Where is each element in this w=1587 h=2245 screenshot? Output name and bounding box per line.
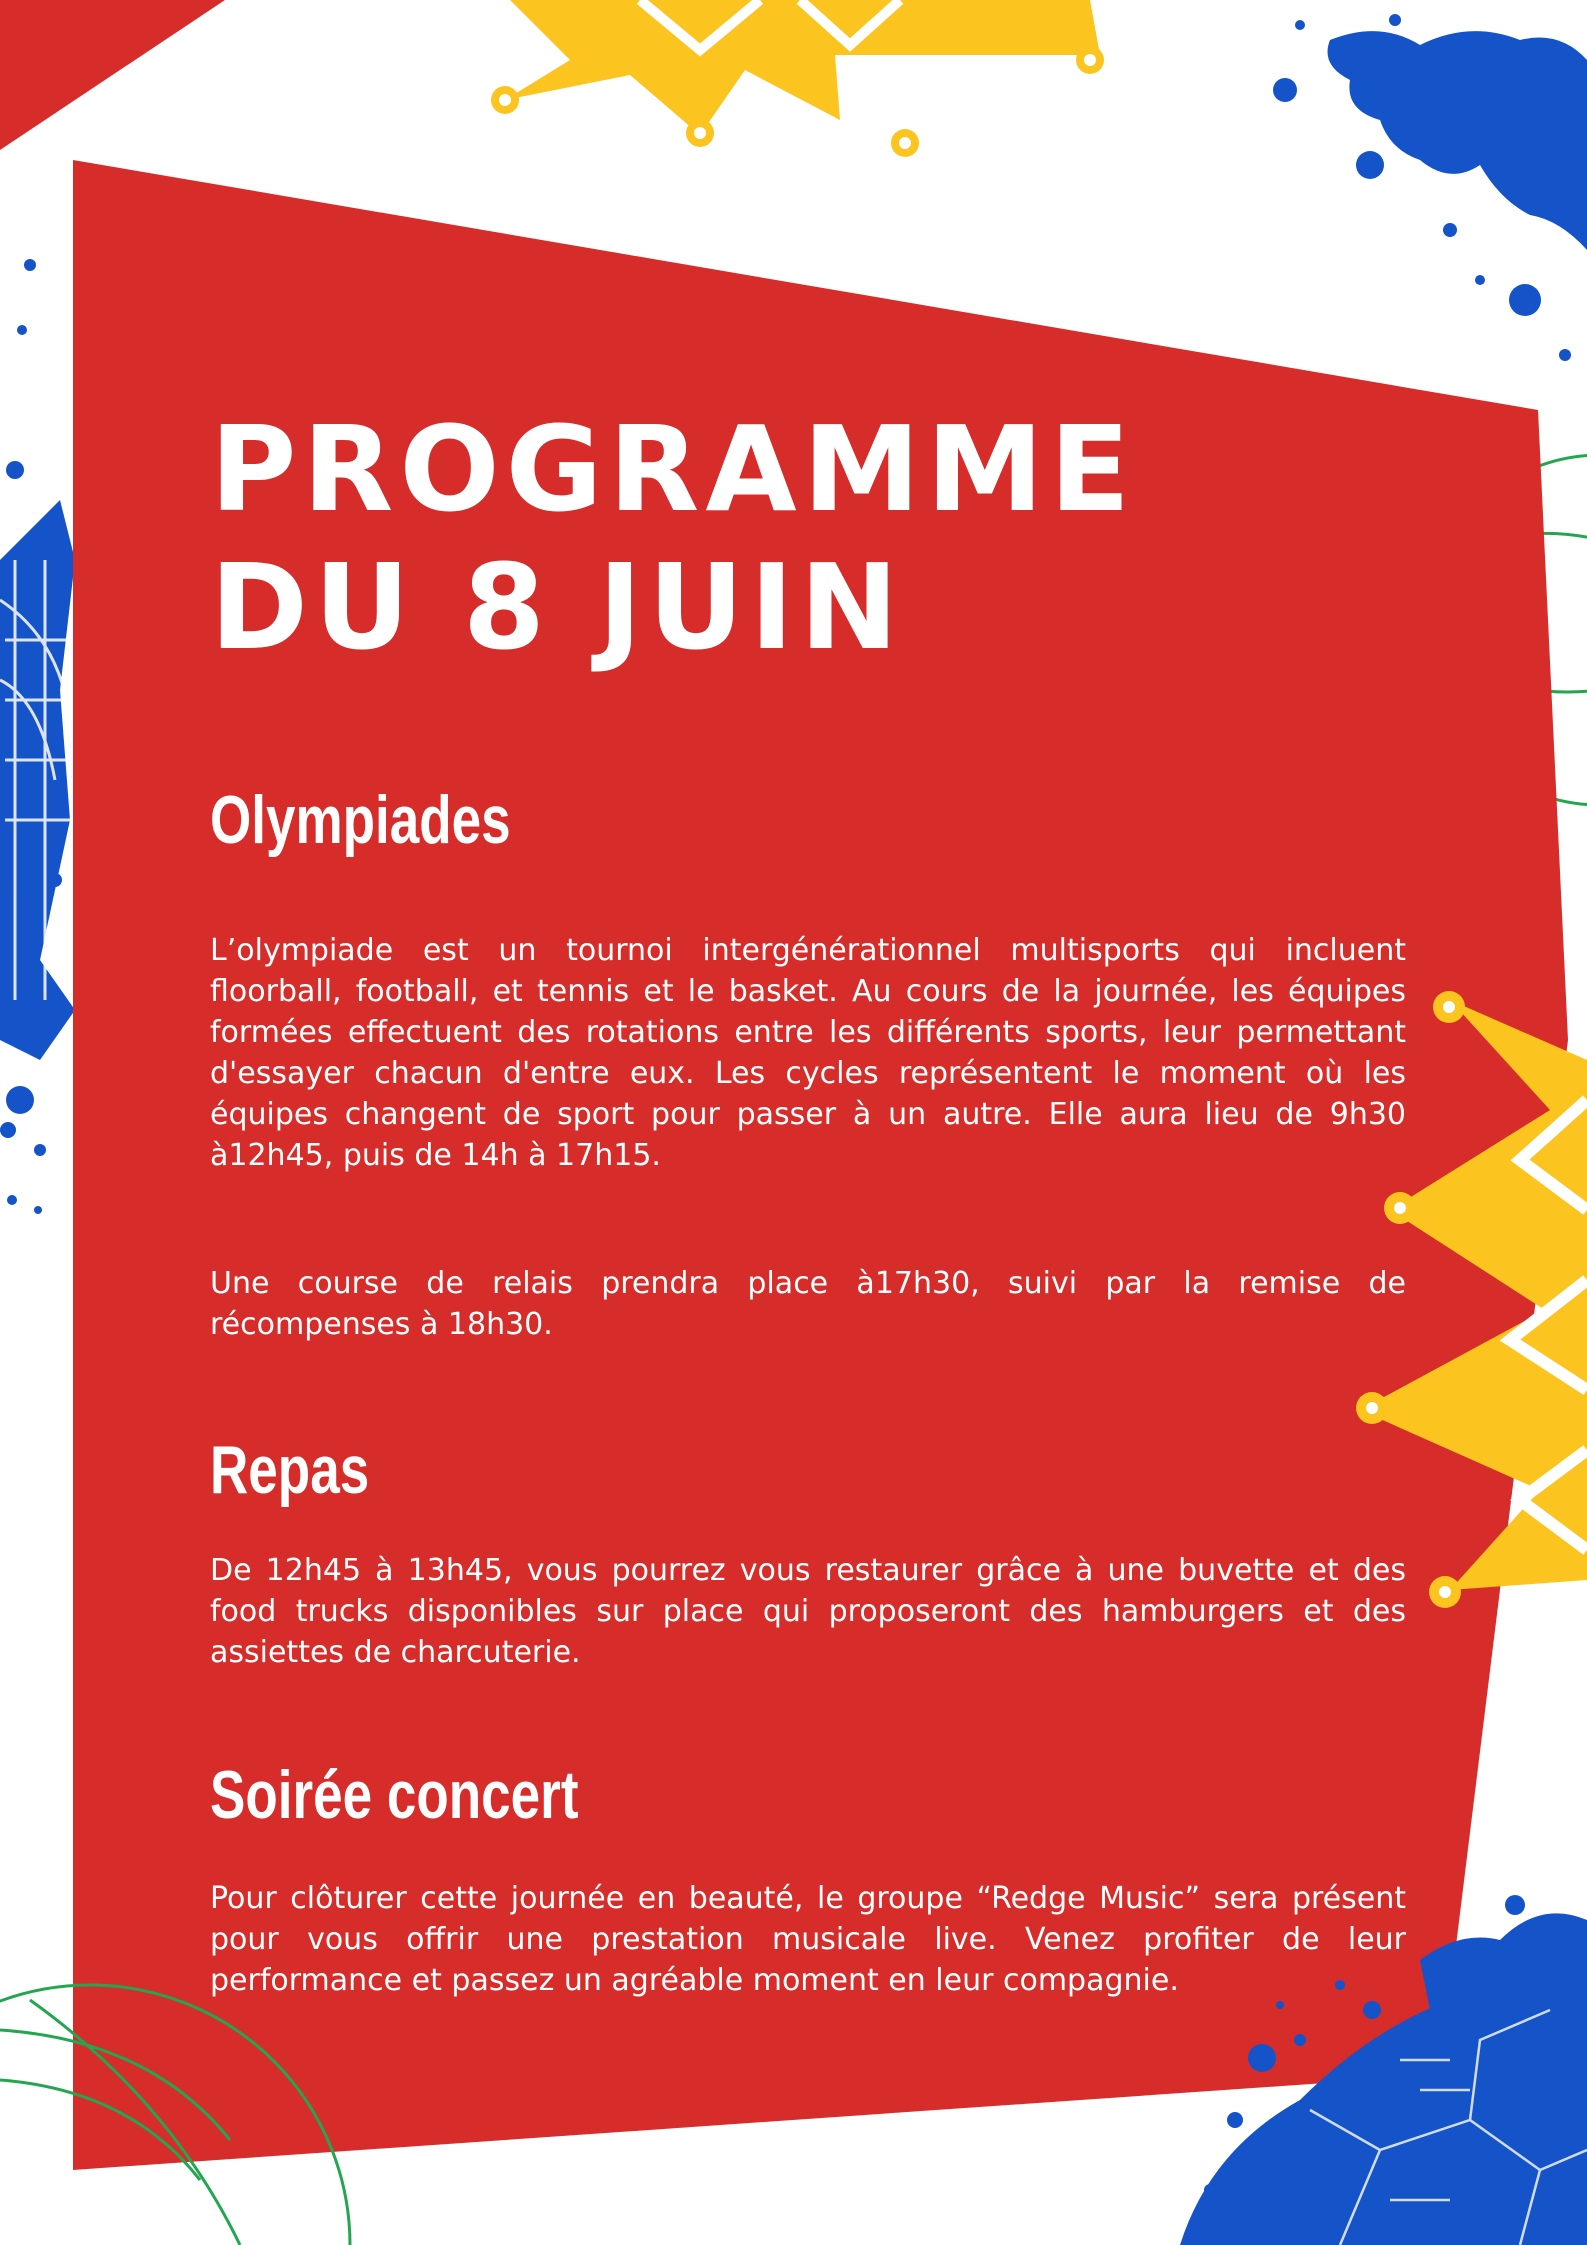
section-paragraph: De 12h45 à 13h45, vous pourrez vous restaurer grâce à une buvette et des food trucks disponibles sur place qui proposeront des hamburgers et des assiettes de charcuterie.	[210, 1553, 1406, 1670]
section-heading-repas: Repas	[210, 1432, 370, 1508]
crown-icon	[491, 0, 1104, 157]
section-heading-olympiades: Olympiades	[210, 782, 511, 858]
corner-triangle	[0, 0, 225, 150]
title-line-2: DU 8 JUIN	[210, 538, 905, 676]
paint-splash-icon	[1273, 14, 1587, 361]
title-line-1: PROGRAMME	[210, 400, 1137, 538]
section-paragraph: Pour clôturer cette journée en beauté, le groupe “Redge Music” sera présent pour vous offrir une prestation musicale live. Venez profiter de leur performance et passez un agréable moment en leur compagnie.	[210, 1881, 1406, 1998]
paint-splash-icon	[0, 259, 75, 1214]
page-title	[210, 400, 1136, 676]
section-heading-soiree-concert: Soirée concert	[210, 1757, 579, 1833]
section-paragraph: L’olympiade est un tournoi intergénérationnel multisports qui incluent floorball, football, et tennis et le basket. Au cours de la journée, les équipes formées effectuent des rotations entre les différents sports, leur permettant d'essayer chacun d'entre eux. Les cycles représentent le moment où les équipes changent de sport pour passer à un autre. Elle aura lieu de 9h30 à12h45, puis de 14h à 17h15.	[210, 933, 1406, 1173]
section-paragraph: Une course de relais prendra place à17h30, suivi par la remise de récompenses à 18h30.	[210, 1266, 1406, 1342]
